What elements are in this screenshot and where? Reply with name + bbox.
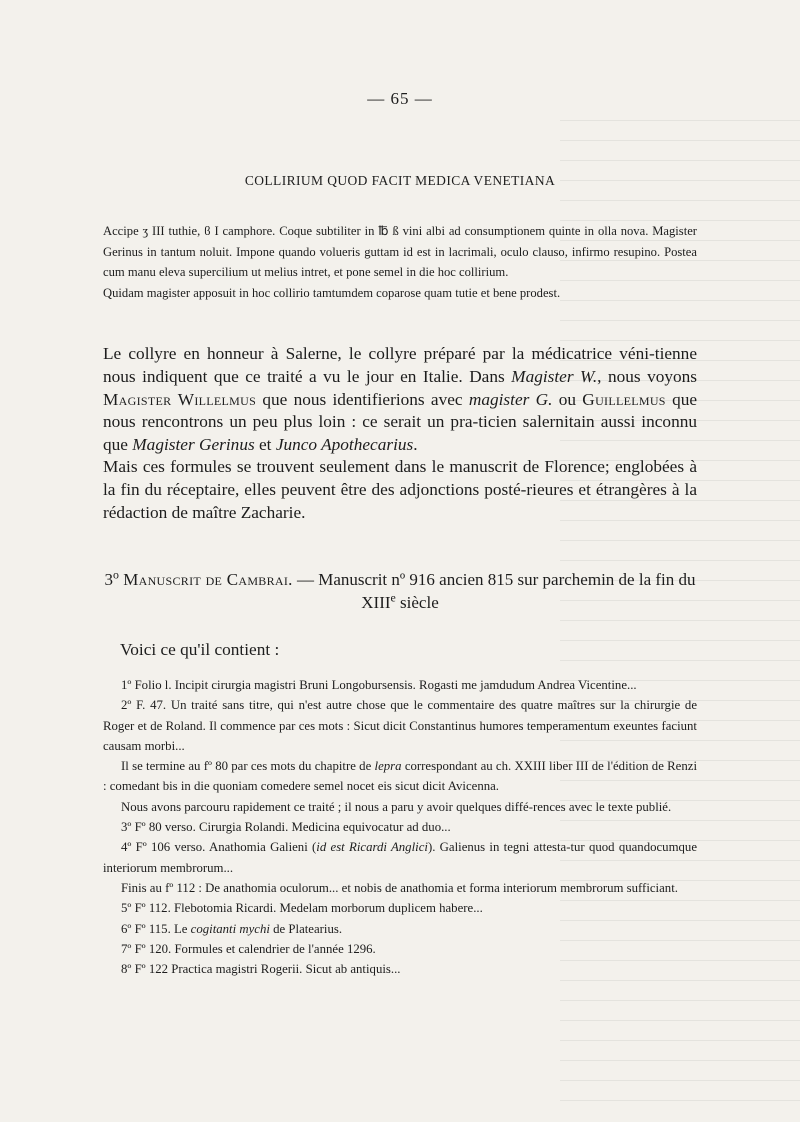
text-run: correspondant au ch. XXIII liber III de l'édition de Renzi : comedant bis in die quoniam comedere semel nocet eis sicut dicit Avicenna. bbox=[103, 759, 697, 794]
contents-intro: Voici ce qu'il contient : bbox=[120, 640, 280, 659]
page-number: — 65 — bbox=[367, 89, 433, 108]
text-run: de Platearius. bbox=[269, 921, 343, 936]
section-label: Manuscrit de Cambrai. bbox=[123, 570, 293, 589]
latin-recipe bbox=[103, 221, 697, 303]
italic-term: Magister W. bbox=[511, 366, 598, 386]
italic-term: Magister Gerinus bbox=[132, 435, 255, 455]
text-run: Le collyre en honneur à Salerne, le collyre préparé par la médicatrice véni-tienne nous indiquent que ce traité a vu le jour en Italie. Dans bbox=[103, 344, 697, 386]
list-item: Nous avons parcouru rapidement ce traité ; il nous a paru y avoir quelques diffé-rences avec le texte publié. bbox=[121, 799, 672, 814]
list-item: 3º Fº 80 verso. Cirurgia Rolandi. Medicina equivocatur ad duo... bbox=[121, 820, 451, 835]
small-caps-name: Magister Willelmus bbox=[103, 389, 257, 409]
list-item: 5º Fº 112. Flebotomia Ricardi. Medelam morborum duplicem habere... bbox=[121, 901, 483, 916]
text-run: ). Galienus in tegni attesta-tur quod quandocumque interiorum membrorum... bbox=[103, 840, 698, 875]
list-item bbox=[103, 919, 697, 939]
recipe-heading: COLLIRIUM QUOD FACIT MEDICA VENETIANA bbox=[244, 173, 556, 188]
italic-term: lepra bbox=[374, 759, 402, 774]
list-item: 2º F. 47. Un traité sans titre, qui n'est autre chose que le commentaire des quatre maîtres sur la chirurgie de Roger et de Roland. Il commence par ces mots : Sicut dicit Constantinus humores temperamentum exeuntes faciunt causam morbi... bbox=[103, 698, 697, 753]
text-run: 6º Fº 115. Le bbox=[121, 921, 191, 936]
text-run: . bbox=[413, 435, 418, 455]
section-number: 3 bbox=[104, 570, 113, 589]
text-run: Il se termine au fº 80 par ces mots du chapitre de bbox=[121, 759, 375, 774]
text-run: , nous voyons bbox=[597, 366, 697, 386]
superscript: e bbox=[390, 590, 396, 605]
superscript: o bbox=[113, 567, 119, 582]
text-run: et bbox=[254, 435, 276, 455]
commentary-paragraph-2 bbox=[103, 456, 697, 524]
section-text: — Manuscrit nº 916 ancien 815 sur parchemin de la fin du XIII bbox=[292, 570, 696, 612]
list-item: 1º Folio l. Incipit cirurgia magistri Bruni Longobursensis. Rogasti me jamdudum Andrea Vicentine... bbox=[121, 678, 637, 692]
text-run: ou bbox=[552, 389, 583, 409]
italic-term: id est Ricardi Anglici bbox=[316, 840, 428, 855]
italic-term: cogitanti mychi bbox=[190, 921, 270, 936]
small-caps-name: Guillelmus bbox=[582, 389, 666, 409]
list-item: 7º Fº 120. Formules et calendrier de l'année 1296. bbox=[121, 941, 376, 956]
list-item bbox=[103, 756, 697, 797]
latin-paragraph-2: Quidam magister apposuit in hoc collirio tamtumdem coparose quam tutie et bene prodest. bbox=[103, 285, 561, 300]
italic-term: Junco Apothecarius bbox=[275, 435, 414, 455]
text-run: que nous rencontrons un peu plus loin : ce serait un pra-ticien salernitain aussi inconnu que bbox=[103, 389, 698, 455]
text-run: 4º Fº 106 verso. Anathomia Galieni ( bbox=[121, 840, 317, 855]
list-item: Finis au fº 112 : De anathomia oculorum... et nobis de anathomia et forma interiorum membrorum sufficiant. bbox=[121, 880, 678, 895]
list-item: 8º Fº 122 Practica magistri Rogerii. Sicut ab antiquis... bbox=[121, 962, 401, 977]
contents-list bbox=[103, 675, 697, 979]
paragraph-text: Mais ces formules se trouvent seulement dans le manuscrit de Florence; englobées à la fin du réceptaire, elles peuvent être des adjonctions posté-rieures et étrangères à la rédaction de maître Zacharie. bbox=[103, 457, 697, 522]
commentary-paragraph-1 bbox=[103, 343, 697, 457]
section-text-end: siècle bbox=[395, 593, 439, 612]
italic-term: magister G. bbox=[468, 389, 553, 409]
latin-paragraph-1: Accipe ʒ III tuthie, ϐ I camphore. Coque subtiliter in ℔ ß vini albi ad consumptionem quinte in olla nova. Magister Gerinus in tantum noluit. Impone quando volueris guttam id est in lacrimali, oculo clauso, infirmo resupino. Postea cum manu eleva supercilium ut melius intret, et pone semel in die hoc collirium. bbox=[103, 224, 697, 279]
list-item bbox=[103, 837, 697, 878]
section-heading bbox=[103, 568, 697, 614]
text-run: que nous identifierions avec bbox=[256, 389, 469, 409]
